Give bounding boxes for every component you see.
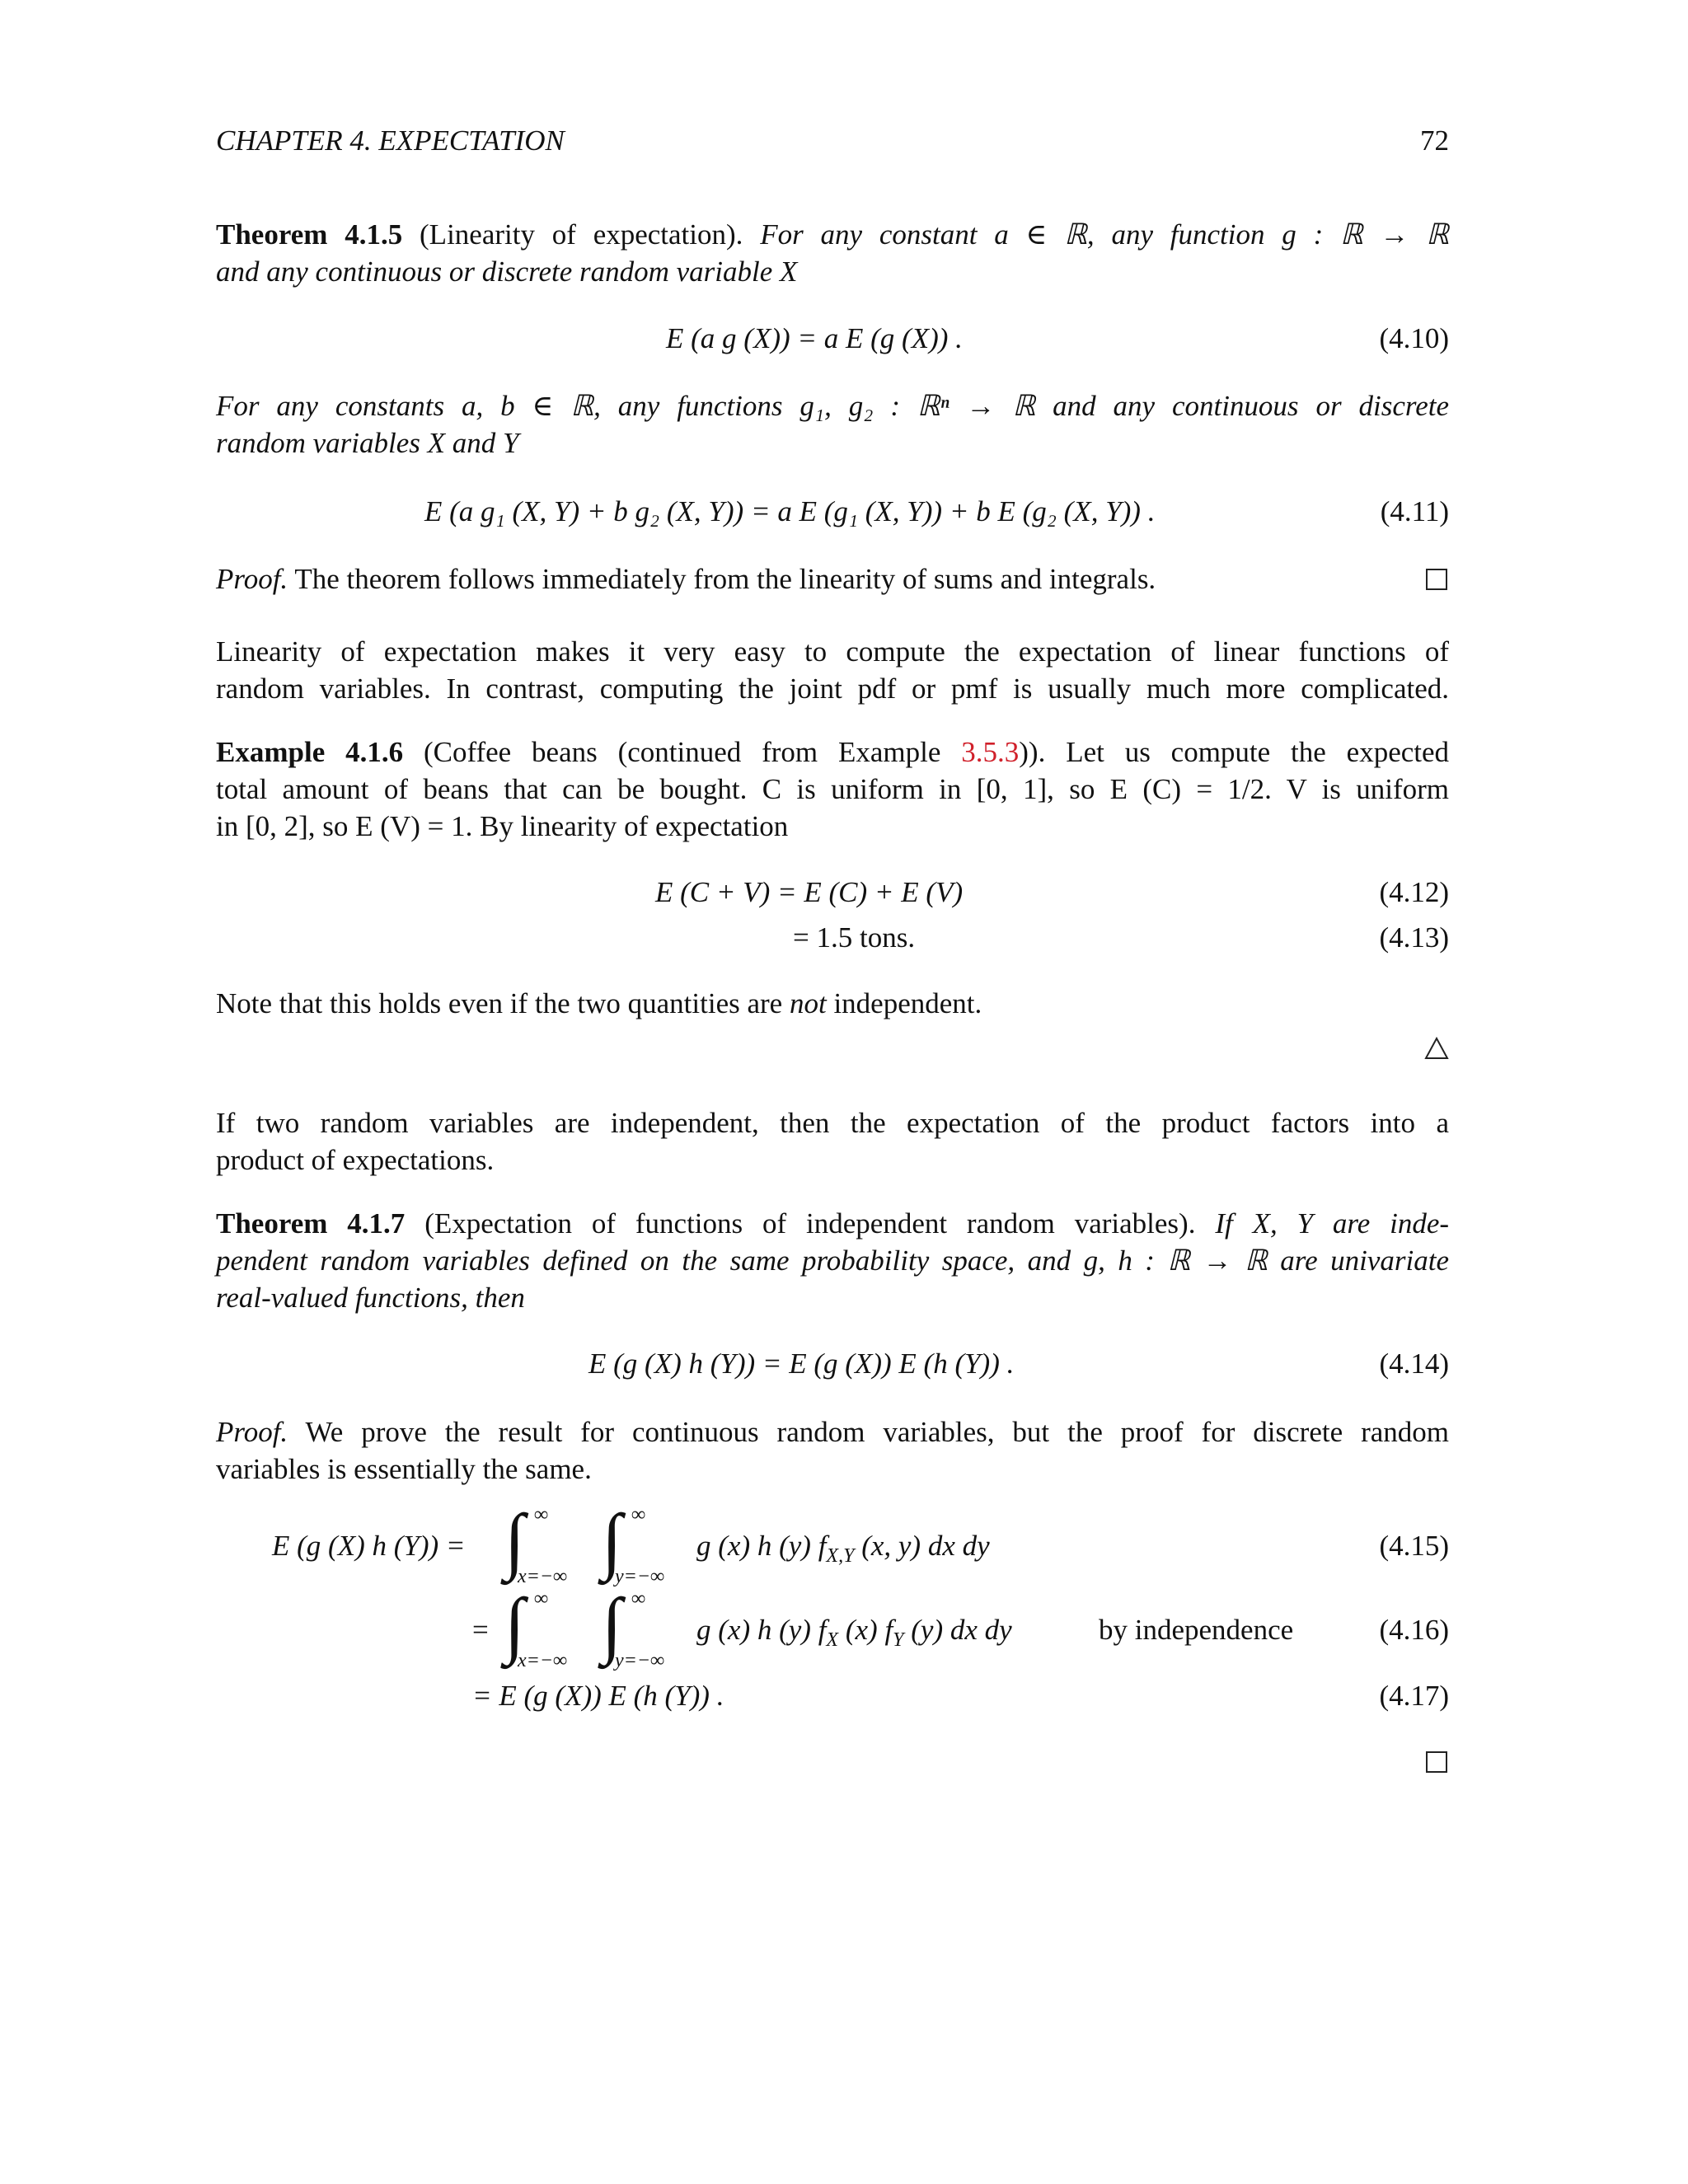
proof-2-line2: variables is essentially the same.	[216, 1453, 592, 1485]
integral-lower-limit: y=−∞	[615, 1566, 665, 1587]
equation-number-4-10: (4.10)	[1379, 322, 1449, 354]
integral-upper-limit: ∞	[631, 1504, 646, 1526]
proof-1	[216, 560, 1449, 598]
example-416-line3: in [0, 2], so E (V) = 1. By linearity of expectation	[216, 810, 789, 842]
equation-4-15-rhs: g (x) h (y) $f_{X,Y}$ (x, y) dx dy	[696, 1530, 990, 1567]
theorem-label: Theorem 4.1.7	[216, 1207, 406, 1240]
equation-number-4-11: (4.11)	[1380, 495, 1449, 527]
equation-4-16-note: by independence	[1099, 1614, 1294, 1646]
equation-number-4-14: (4.14)	[1379, 1347, 1449, 1380]
example-416-line1	[216, 733, 1449, 771]
theorem-415-line1	[216, 216, 1449, 254]
integral-upper-limit: ∞	[534, 1588, 549, 1610]
equation-4-16-equals: =	[472, 1614, 489, 1646]
proof-label: Proof.	[216, 563, 288, 595]
equation-number-4-17: (4.17)	[1379, 1680, 1449, 1712]
integral-upper-limit: ∞	[534, 1504, 549, 1526]
theorem-415-line3: For any constants a, b ∈ ℝ, any functions g₁, g₂ : ℝⁿ → ℝ and any continuous or discrete	[216, 390, 1449, 422]
equation-4-17: = E (g (X)) E (h (Y)) .	[472, 1680, 724, 1712]
theorem-title: (Expectation of functions of independent random variables).	[424, 1207, 1196, 1240]
example-title: (Coffee beans (continued from Example 3.5.3)).	[423, 736, 1046, 768]
integral-lower-limit: x=−∞	[518, 1566, 568, 1587]
equation-number-4-13: (4.13)	[1379, 921, 1449, 954]
paragraph-line: product of expectations.	[216, 1144, 495, 1176]
equation-4-11: E (a g₁ (X, Y) + b g₂ (X, Y)) = a E (g₁ (X, Y)) + b E (g₂ (X, Y)) .	[424, 495, 1156, 527]
qed-box-icon	[1426, 1751, 1447, 1773]
integral-sign-icon: ∫	[504, 1584, 525, 1666]
qed-box-icon	[1426, 569, 1447, 590]
equation-4-15-lhs: E (g (X) h (Y)) =	[272, 1530, 466, 1562]
paragraph-line: If two random variables are independent, then the expectation of the product factors into a	[216, 1107, 1449, 1139]
integral-lower-limit: y=−∞	[615, 1650, 665, 1671]
example-416-line2: total amount of beans that can be bought. C is uniform in [0, 1], so E (C) = 1/2. V is uniform	[216, 773, 1449, 805]
page-number: 72	[1420, 124, 1449, 157]
equation-4-12: E (C + V) = E (C) + E (V)	[655, 876, 964, 908]
integral-sign-icon: ∫	[504, 1500, 525, 1582]
equation-4-16-rhs: g (x) h (y) $f_X$ (x) $f_Y$ (y) dx dy	[696, 1614, 1012, 1651]
integral-sign-icon: ∫	[602, 1500, 622, 1582]
theorem-417-line2: pendent random variables defined on the same probability space, and g, h : ℝ → ℝ are univariate	[216, 1244, 1449, 1277]
equation-4-14: E (g (X) h (Y)) = E (g (X)) E (h (Y)) .	[588, 1347, 1015, 1380]
example-text: Let us compute the expected	[1066, 736, 1450, 768]
end-of-example-triangle-icon	[1424, 1037, 1449, 1060]
theorem-statement: If X, Y are inde-	[1215, 1207, 1450, 1240]
theorem-415-line2: and any continuous or discrete random variable X	[216, 255, 798, 288]
equation-4-10: E (a g (X)) = a E (g (X)) .	[666, 322, 963, 354]
proof-text: We prove the result for continuous random variables, but the proof for discrete random	[305, 1416, 1449, 1448]
integral-lower-limit: x=−∞	[518, 1650, 568, 1671]
integral-sign-icon: ∫	[602, 1584, 622, 1666]
running-header: CHAPTER 4. EXPECTATION	[216, 124, 565, 157]
equation-number-4-16: (4.16)	[1379, 1614, 1449, 1646]
theorem-415-line4: random variables X and Y	[216, 427, 519, 459]
equation-4-13: = 1.5 tons.	[793, 921, 916, 954]
integral-upper-limit: ∞	[631, 1588, 646, 1610]
equation-number-4-12: (4.12)	[1379, 876, 1449, 908]
theorem-label: Theorem 4.1.5	[216, 218, 403, 251]
theorem-417-line3: real-valued functions, then	[216, 1282, 525, 1314]
proof-label: Proof.	[216, 1416, 288, 1448]
proof-2-line1	[216, 1413, 1449, 1451]
theorem-417-line1	[216, 1205, 1449, 1243]
example-label: Example 4.1.6	[216, 736, 404, 768]
theorem-title: (Linearity of expectation).	[420, 218, 743, 251]
paragraph-line: random variables. In contrast, computing the joint pdf or pmf is usually much more complicated.	[216, 673, 1449, 705]
cross-reference-link[interactable]: 3.5.3	[961, 736, 1020, 768]
example-416-note: Note that this holds even if the two quantities are not independent.	[216, 987, 982, 1019]
paragraph-line: Linearity of expectation makes it very easy to compute the expectation of linear functions of	[216, 635, 1449, 668]
equation-number-4-15: (4.15)	[1379, 1530, 1449, 1562]
proof-text: The theorem follows immediately from the linearity of sums and integrals.	[294, 563, 1156, 595]
theorem-statement: For any constant a ∈ ℝ, any function g : ℝ → ℝ	[760, 218, 1450, 251]
